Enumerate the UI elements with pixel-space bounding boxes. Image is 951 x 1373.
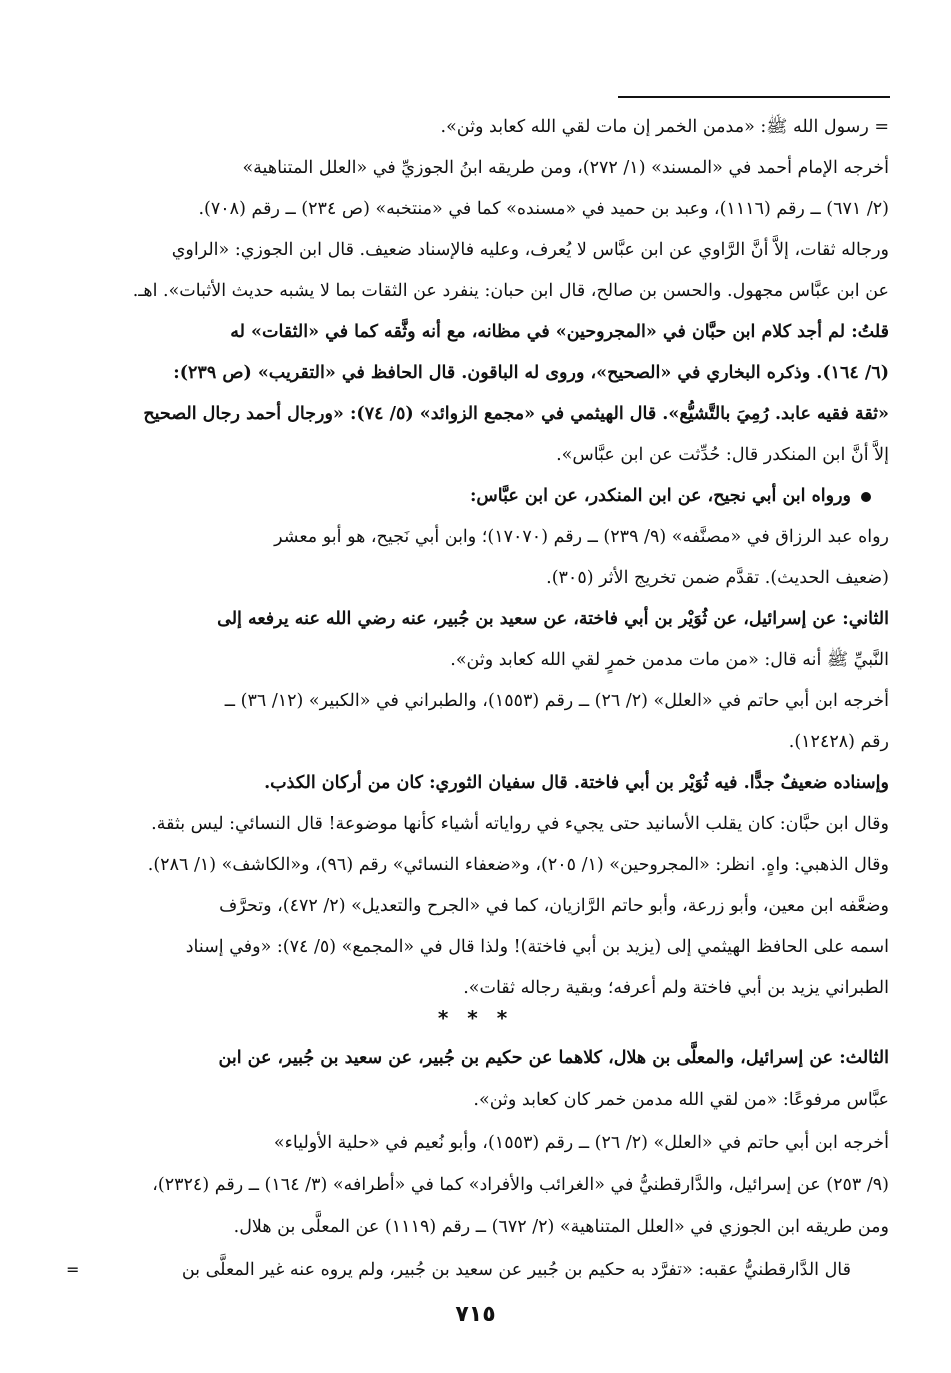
text-line: قال الدَّارقطنيُّ عقبه: «تفرَّد به حكيم بن جُبير عن سعيد بن جُبير، ولم يروه عنه غير المعلَّى بن (181, 1260, 851, 1280)
text-line: رواه عبد الرزاق في «مصنَّفه» (٩/ ٢٣٩) ــ رقم (١٧٠٧٠)؛ وابن أبي نَجيح، هو أبو معشر (274, 527, 889, 547)
text-line: الثاني: عن إسرائيل، عن ثُوَيْر بن أبي فاختة، عن سعيد بن جُبير، عنه رضي الله عنه يرفعه إلى (217, 609, 889, 629)
footnote-rule (618, 96, 890, 98)
bullet-text: ورواه ابن أبي نجيح، عن ابن المنكدر، عن ابن عبَّاس: (469, 486, 851, 506)
text-line: أخرجه ابن أبي حاتم في «العلل» (٢/ ٢٦) ــ رقم (١٥٥٣)، والطبراني في «الكبير» (١٢/ ٣٦) ــ (224, 691, 889, 711)
text-line: = رسول الله ﷺ: «مدمن الخمر إن مات لقي الله كعابد وثن». (440, 117, 889, 137)
text-line: وإسناده ضعيفٌ جدًّا. فيه ثُوَيْر بن أبي فاختة. قال سفيان الثوري: كان من أركان الكذب. (264, 773, 889, 793)
text-line: الثالث: عن إسرائيل، والمعلَّى بن هلال، كلاهما عن حكيم بن جُبير، عن سعيد بن جُبير، عن ابن (218, 1048, 889, 1068)
text-line-hidden: الطبراني يزيد بن أبي فاختة ولم أعرفه؛ وبقية رجاله ثقات». (463, 978, 889, 998)
text-line: وقال ابن حبَّان: كان يقلب الأسانيد حتى يجيء في رواياته أشياء كأنها موضوعة! قال النسائي: ليس بثقة. (151, 814, 889, 834)
text-line: (٢/ ٦٧١) ــ رقم (١١١٦)، وعبد بن حميد في «مسنده» كما في «منتخبه» (ص ٢٣٤) ــ رقم (٧٠٨). (198, 199, 889, 219)
text-line: «ثقة فقيه عابد. رُمِيَ بالتَّشيُّع». قال الهيثمي في «مجمع الزوائد» (٥/ ٧٤): «ورجال أحمد رجال الصحيح (143, 404, 889, 424)
text-line: (٦/ ١٦٤). وذكره البخاري في «الصحيح»، وروى له الباقون. قال الحافظ في «التقريب» (ص ٢٣٩): (173, 363, 889, 383)
text-line: عن ابن عبَّاس مجهول. والحسن بن صالح، قال ابن حبان: ينفرد عن الثقات بما لا يشبه حديث الأثبات». اهـ. (132, 281, 889, 301)
text-line: وقال الذهبي: واهٍ. انظر: «المجروحين» (١/ ٢٠٥)، و«ضعفاء النسائي» رقم (٩٦)، و«الكاشف» (١/ ٢٨٦). (147, 855, 889, 875)
text-line: (٩/ ٢٥٣) عن إسرائيل، والدَّارقطنيُّ في «الغرائب والأفراد» كما في «أطرافه» (٣/ ١٦٤) ــ رقم (٢٣٢٤)، (152, 1175, 889, 1195)
text-line: (ضعيف الحديث). تقدَّم ضمن تخريج الأثر (٣٠٥). (546, 568, 889, 588)
text-line: اسمه على الحافظ الهيثمي إلى (يزيد بن أبي فاختة)! ولذا قال في «المجمع» (٥/ ٧٤): «وفي إسناد (185, 937, 889, 957)
text-line: إلاَّ أنَّ ابن المنكدر قال: حُدِّثت عن ابن عبَّاس». (556, 445, 889, 465)
text-line: قلتُ: لم أجد كلام ابن حبَّان في «المجروحين» في مظانه، مع أنه وثَّقه كما في «الثقات» له (230, 322, 889, 342)
text-line: ورجاله ثقات، إلاَّ أنَّ الرَّاوي عن ابن عبَّاس لا يُعرف، وعليه فالإسناد ضعيف. قال ابن الجوزي: «الراوي (171, 240, 889, 260)
text-line: أخرجه ابن أبي حاتم في «العلل» (٢/ ٢٦) ــ رقم (١٥٥٣)، وأبو نُعيم في «حلية الأولياء» (273, 1133, 889, 1153)
page-number: ٧١٥ (455, 1302, 496, 1327)
text-line: وضعَّفه ابن معين، وأبو زرعة، وأبو حاتم الرَّازيان، كما في «الجرح والتعديل» (٢/ ٤٧٢)، وتحرَّف (219, 896, 889, 916)
text-line: ومن طريقه ابن الجوزي في «العلل المتناهية» (٢/ ٦٧٢) ــ رقم (١١١٩) عن المعلَّى بن هلال. (233, 1217, 889, 1237)
text-line: عبَّاس مرفوعًا: «من لقي الله مدمن خمر كان كعابد وثن». (473, 1090, 889, 1110)
text-line: النَّبيِّ ﷺ أنه قال: «من مات مدمن خمرٍ لقي الله كعابد وثن». (450, 650, 889, 670)
bullet-icon (861, 492, 871, 502)
bullet-line (470, 483, 871, 509)
text-line: أخرجه الإمام أحمد في «المسند» (١/ ٢٧٢)، ومن طريقه ابنُ الجوزيِّ في «العلل المتناهية» (242, 158, 889, 178)
section-separator: * * * (437, 1006, 514, 1030)
text-line: رقم (١٢٤٢٨). (788, 732, 889, 752)
continuation-mark: = (66, 1260, 80, 1279)
